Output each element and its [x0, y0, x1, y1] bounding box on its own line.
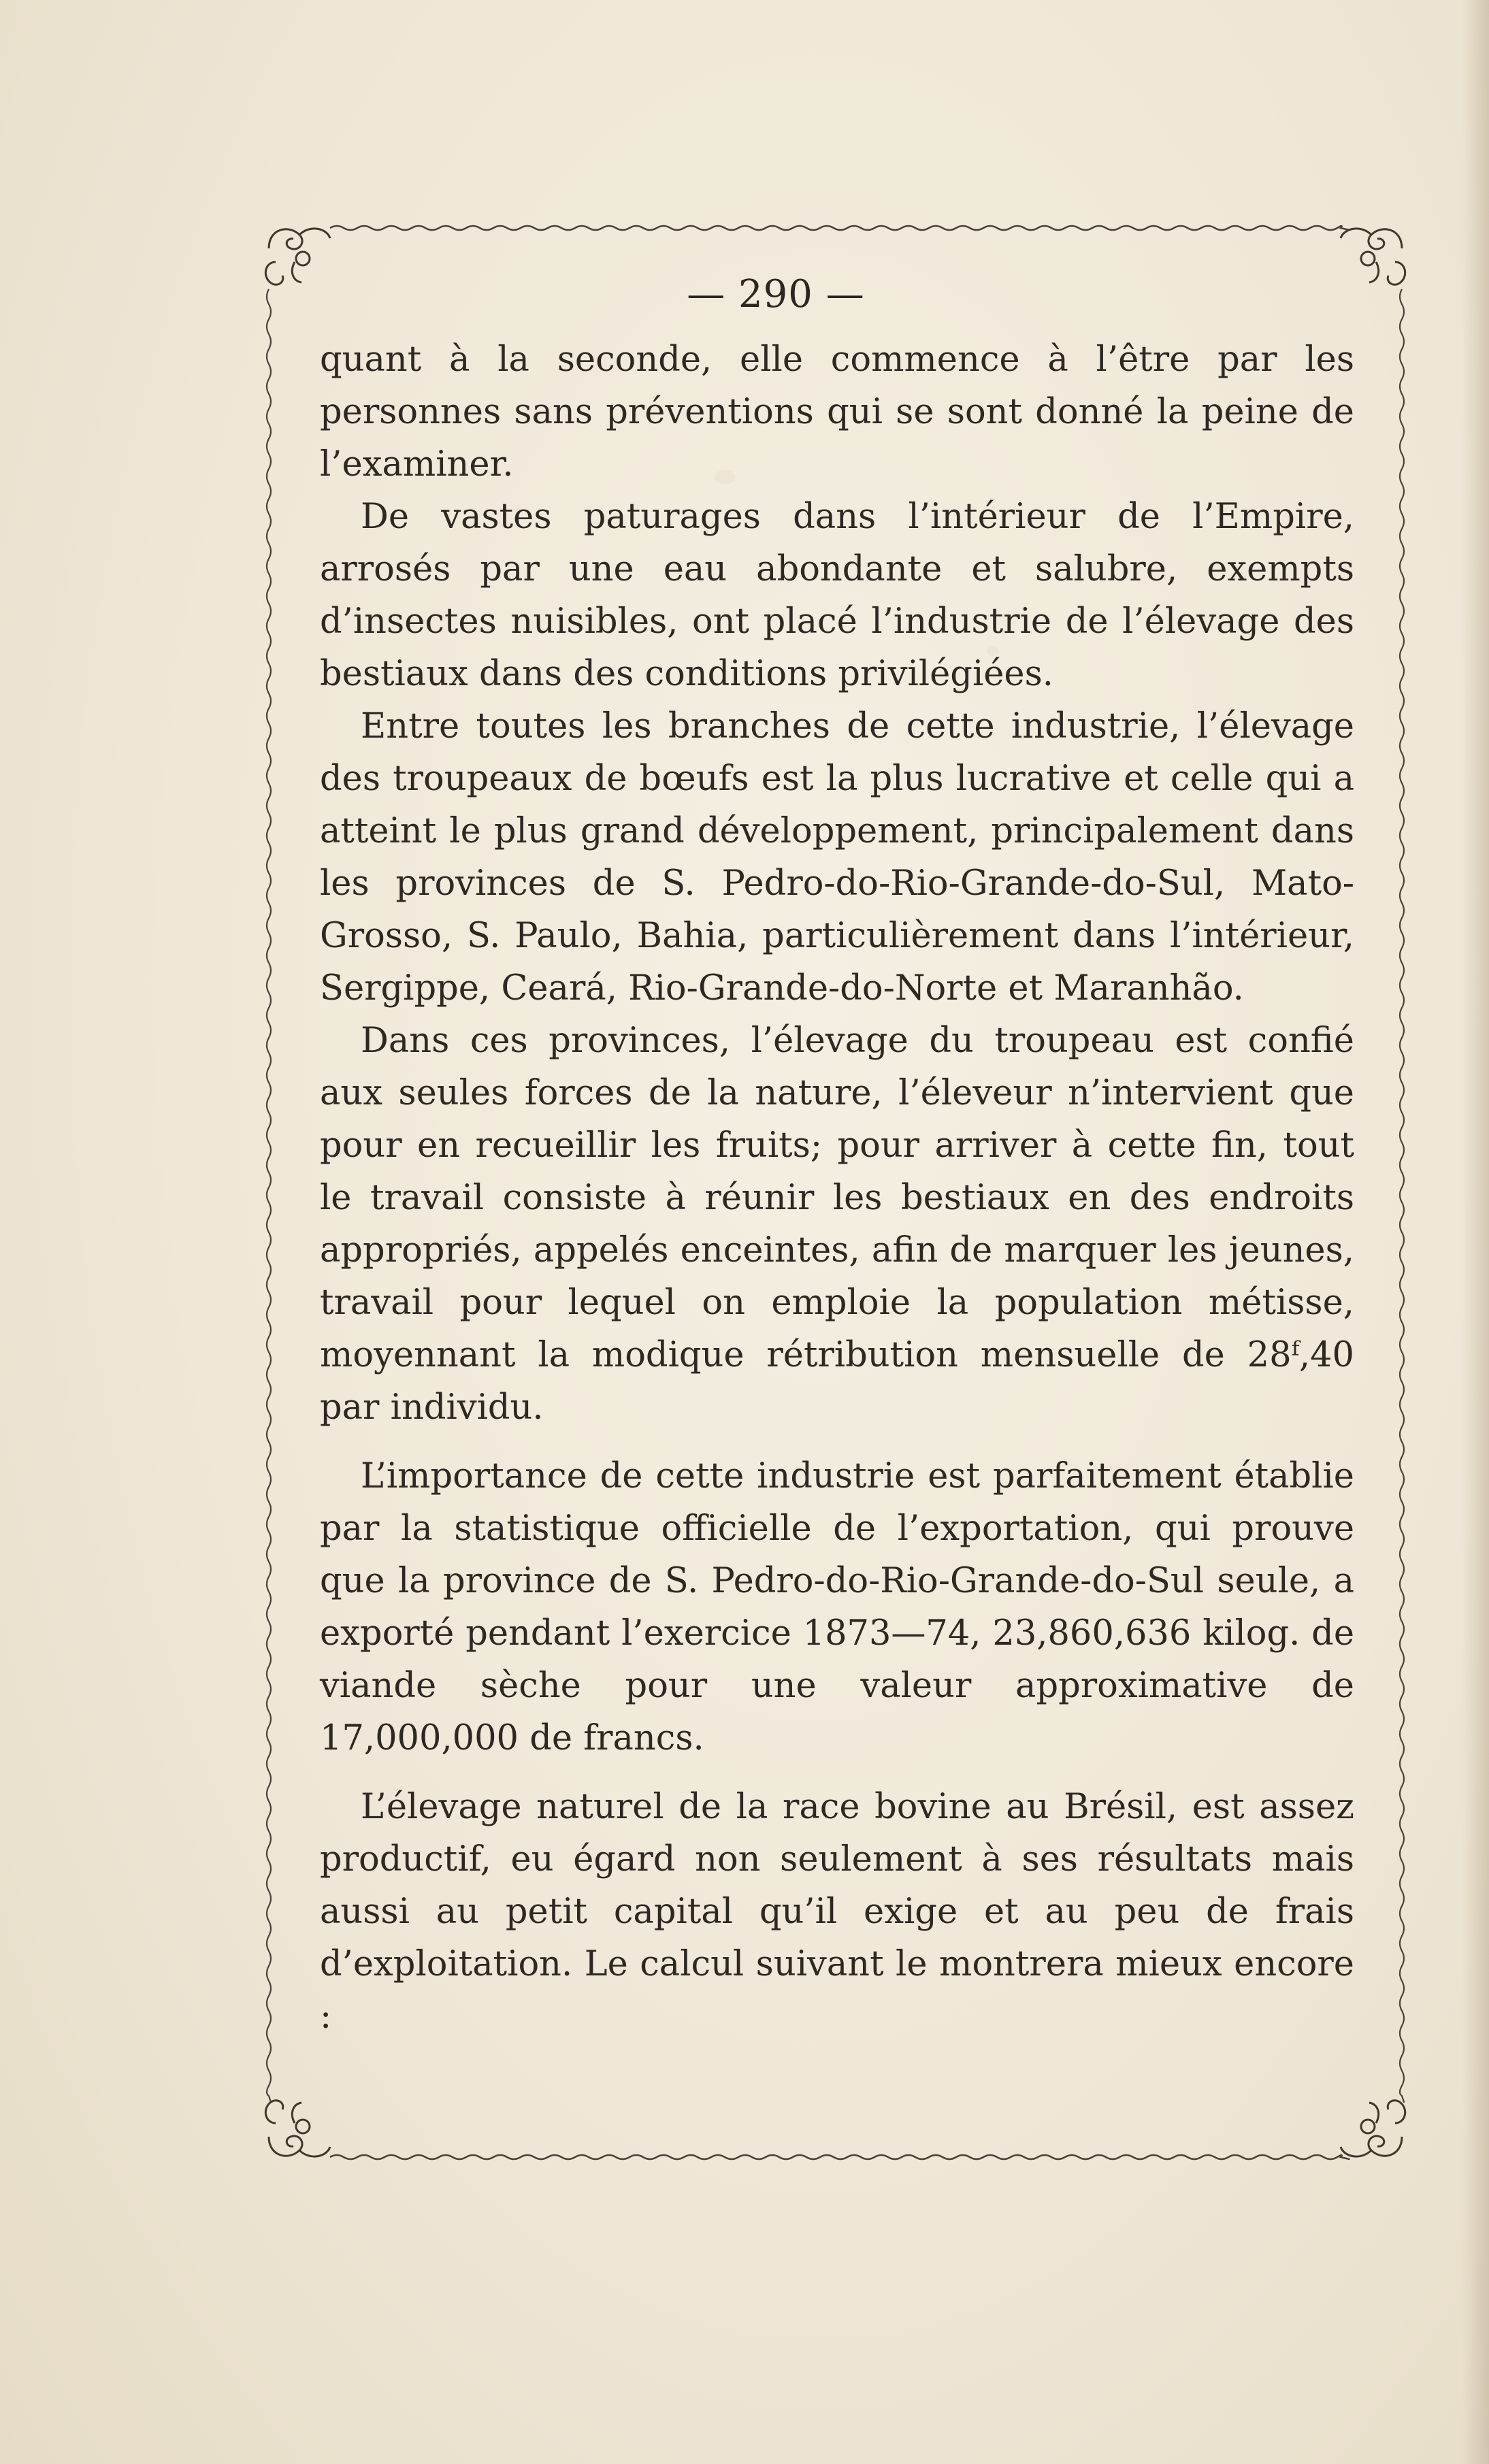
left-wavy-rule	[267, 289, 271, 2102]
flourish-corner-icon	[1341, 2101, 1405, 2156]
page-edge-shadow	[1462, 0, 1489, 2464]
bottom-wavy-rule	[330, 2155, 1349, 2159]
body-text	[320, 333, 1354, 2043]
paragraph: Dans ces provinces, l’élevage du troupeau est confié aux seules forces de la nature, l’éleveur n’intervient que pour en recueillir les fruits; pour arriver à cette fin, tout le travail consiste à réunir les bestiaux en des endroits appropriés, appelés enceintes, afin de marquer les jeunes, travail pour lequel on emploie la population métisse, moyennant la modique rétribution mensuelle de 28ᶠ,40 par individu.	[320, 1021, 1354, 1428]
paragraph: Entre toutes les branches de cette industrie, l’élevage des troupeaux de bœufs est la plus lucrative et celle qui a atteint le plus grand développement, principalement dans les provinces de S. Pedro-do-Rio-Grande-do-Sul, Mato-Grosso, S. Paulo, Bahia, particulièrement dans l’intérieur, Sergippe, Ceará, Rio-Grande-do-Norte et Maranhão.	[320, 706, 1354, 1008]
paragraph: L’élevage naturel de la race bovine au Brésil, est assez productif, eu égard non seulement à ses résultats mais aussi au petit capital qu’il exige et au peu de frais d’exploitation. Le calcul suivant le montrera mieux encore :	[320, 1787, 1354, 2037]
flourish-corner-icon	[265, 229, 330, 284]
right-wavy-rule	[1400, 289, 1404, 2102]
flourish-corner-icon	[1341, 229, 1405, 284]
top-wavy-rule	[330, 226, 1349, 230]
paragraph: L’importance de cette industrie est parfaitement établie par la statistique officielle de l’exportation, qui prouve que la province de S. Pedro-do-Rio-Grande-do-Sul seule, a exporté pendant l’exercice 1873—74, 23,860,636 kilog. de viande sèche pour une valeur approximative de 17,000,000 de francs.	[320, 1456, 1354, 1758]
page-number: — 290 —	[687, 272, 865, 316]
paragraph: De vastes paturages dans l’intérieur de l’Empire, arrosés par une eau abondante et salubre, exempts d’insectes nuisibles, ont placé l’industrie de l’élevage des bestiaux dans des conditions privilégiées.	[320, 497, 1354, 694]
paragraph: quant à la seconde, elle commence à l’être par les personnes sans préventions qui se sont donné la peine de l’examiner.	[320, 340, 1354, 484]
flourish-corner-icon	[265, 2101, 330, 2156]
